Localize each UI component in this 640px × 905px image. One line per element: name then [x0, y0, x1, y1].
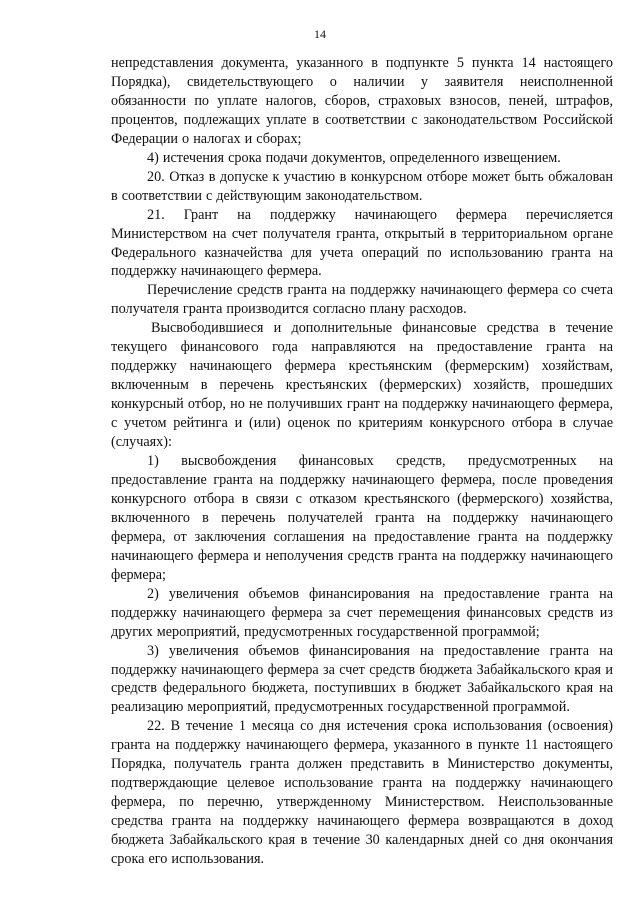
paragraph-20: 20. Отказ в допуске к участию в конкурсном отборе может быть обжалован в соответствии с действующим законодательством.	[111, 168, 613, 204]
paragraph-21: 21. Грант на поддержку начинающего фермера перечисляется Министерством на счет получателя гранта, открытый в территориальном органе Федерального казначейства для учета операций по использованию гранта на поддержку начинающего фермера.	[111, 206, 613, 280]
paragraph-22: 22. В течение 1 месяца со дня истечения срока использования (освоения) гранта на поддержку начинающего фермера, указанного в пункте 11 настоящего Порядка, получатель гранта должен представить в Министерство документы, подтверждающие целевое использование гранта на поддержку начинающего фермера, по перечню, утвержденному Министерством. Неиспользованные средства гранта на поддержку начинающего фермера возвращаются в доход бюджета Забайкальского края в течение 30 календарных дней со дня окончания срока его использования.	[111, 718, 613, 868]
paragraph-item-4: 4) истечения срока подачи документов, определенного извещением.	[147, 149, 561, 166]
paragraph-transfer-plan: Перечисление средств гранта на поддержку начинающего фермера со счета получателя гранта производится согласно плану расходов.	[111, 282, 613, 318]
page-number: 14	[314, 27, 326, 41]
paragraph-released-funds: Высвободившиеся и дополнительные финансовые средства в течение текущего финансового года направляются на предоставление гранта на поддержку начинающего фермера крестьянским (фермерским) хозяйствам, включенным в перечень крестьянских (фермерских) хозяйств, прошедших конкурсный отбор, но не получивших грант на поддержку начинающего фермера, с учетом рейтинга и (или) оценок по критериям конкурсного отбора в случае (случаях):	[111, 320, 613, 451]
paragraph-case-1: 1) высвобождения финансовых средств, предусмотренных на предоставление гранта на поддержку начинающего фермера, после проведения конкурсного отбора в связи с отказом крестьянского (фермерского) хозяйства, включенного в перечень получателей гранта на поддержку начинающего фермера, от заключения соглашения на предоставление гранта на поддержку начинающего фермера и неполучения средств гранта на поддержку начинающего фермера;	[111, 453, 613, 583]
document-body	[111, 54, 613, 869]
paragraph-case-3: 3) увеличения объемов финансирования на предоставление гранта на поддержку начинающего фермера за счет средств бюджета Забайкальского края и средств федерального бюджета, поступивших в бюджет Забайкальского края на реализацию мероприятий, предусмотренных государственной программой.	[111, 642, 613, 716]
paragraph-case-2: 2) увеличения объемов финансирования на предоставление гранта на поддержку начинающего фермера за счет перемещения финансовых средств из других мероприятий, предусмотренных государственной программой;	[111, 585, 613, 640]
paragraph-continuation: непредставления документа, указанного в подпункте 5 пункта 14 настоящего Порядка), свидетельствующего о наличии у заявителя неисполненной обязанности по уплате налогов, сборов, страховых взносов, пеней, штрафов, процентов, подлежащих уплате в соответствии с законодательством Российской Федерации о налогах и сборах;	[111, 55, 613, 147]
